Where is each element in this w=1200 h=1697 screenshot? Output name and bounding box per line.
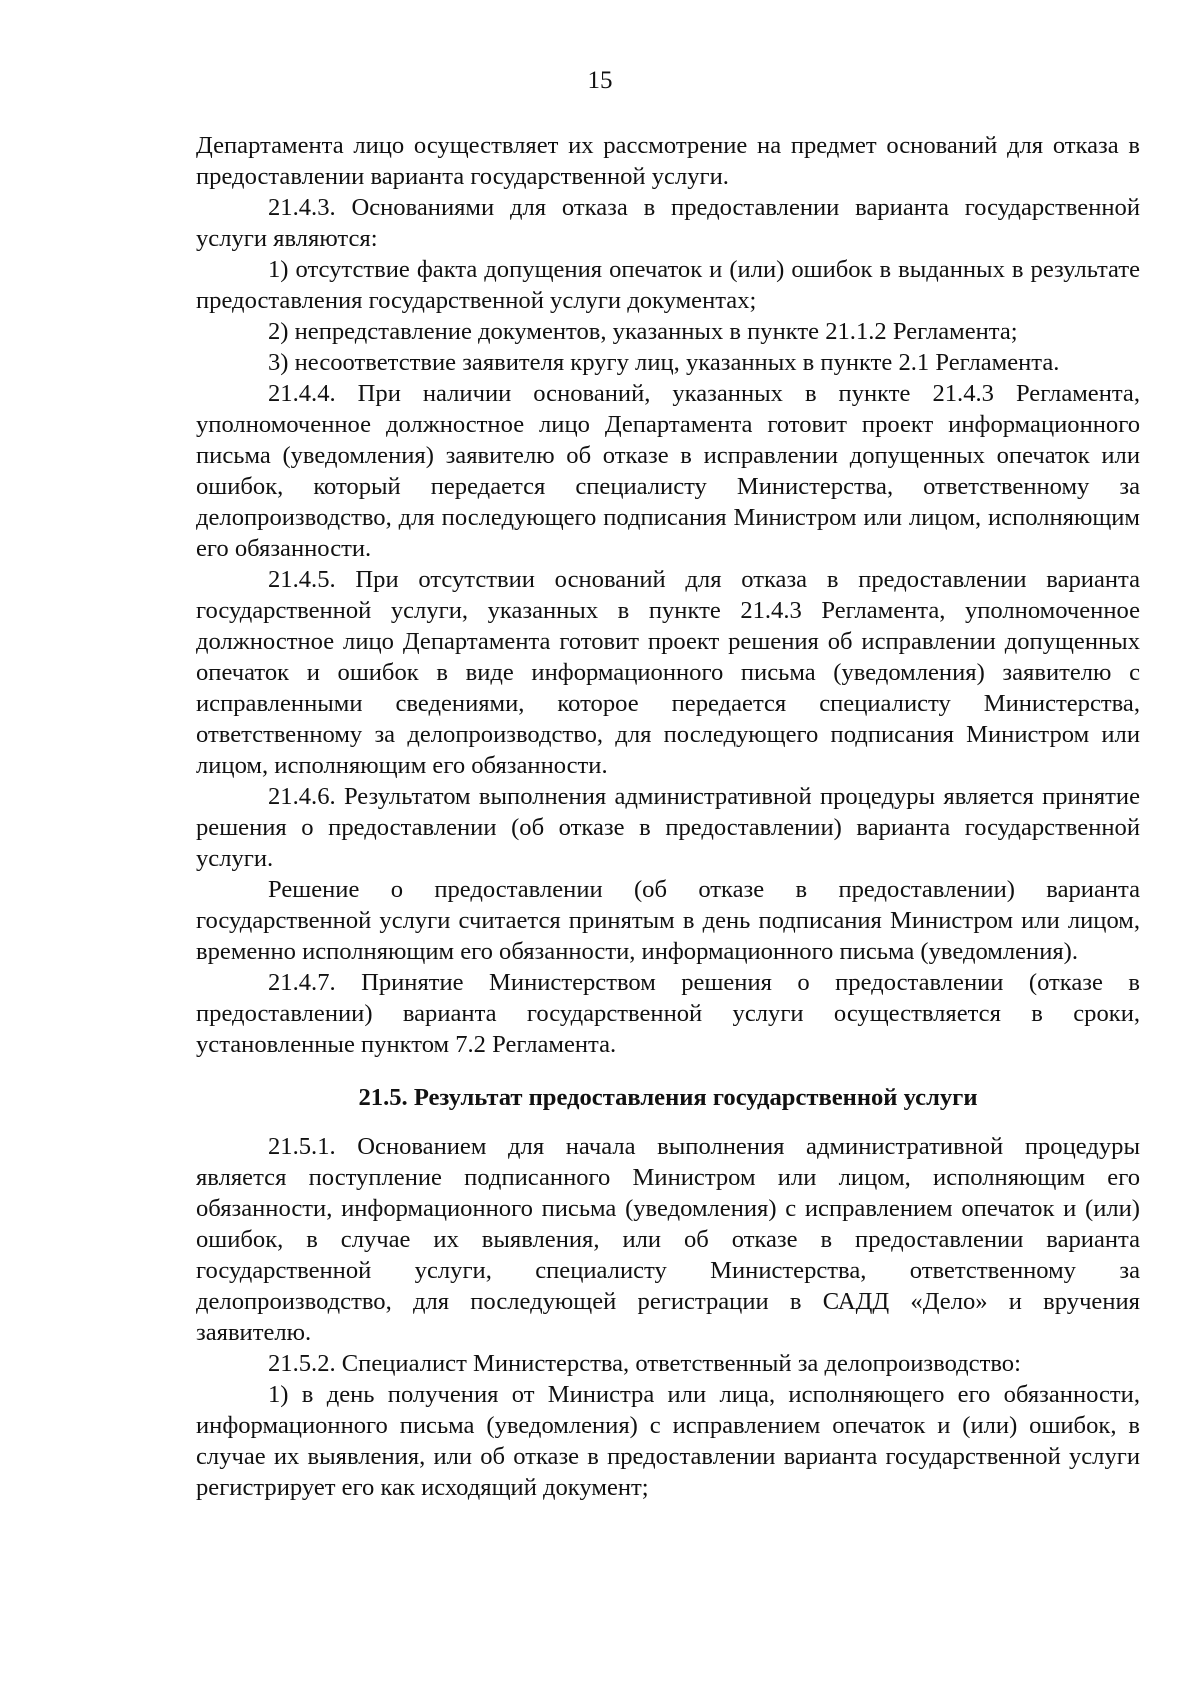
paragraph: 21.4.7. Принятие Министерством решения о предоставлении (отказе в предоставлении) варианта государственной услуги осуществляется в сроки, установленные пунктом 7.2 Регламента. bbox=[196, 969, 1140, 1058]
page-number: 15 bbox=[587, 67, 613, 94]
list-item: 1) отсутствие факта допущения опечаток и (или) ошибок в выданных в результате предоставления государственной услуги документах; bbox=[196, 256, 1140, 314]
list-item: 3) несоответствие заявителя кругу лиц, указанных в пункте 2.1 Регламента. bbox=[268, 349, 1060, 376]
paragraph: 21.5.1. Основанием для начала выполнения административной процедуры является поступление подписанного Министром или лицом, исполняющим его обязанности, информационного письма (уведомления) с исправлением опечаток и (или) ошибок, в случае их выявления, или об отказе в предоставлении варианта государственной услуги, специалисту Министерства, ответственному за делопроизводство, для последующей регистрации в САДД «Дело» и вручения заявителю. bbox=[196, 1133, 1140, 1346]
list-item: 2) непредставление документов, указанных в пункте 21.1.2 Регламента; bbox=[268, 318, 1018, 345]
paragraph: 21.5.2. Специалист Министерства, ответственный за делопроизводство: bbox=[268, 1350, 1021, 1377]
paragraph: Решение о предоставлении (об отказе в предоставлении) варианта государственной услуги считается принятым в день подписания Министром или лицом, временно исполняющим его обязанности, информационного письма (уведомления). bbox=[196, 876, 1140, 965]
paragraph: 21.4.5. При отсутствии оснований для отказа в предоставлении варианта государственной услуги, указанных в пункте 21.4.3 Регламента, уполномоченное должностное лицо Департамента готовит проект решения об исправлении допущенных опечаток и ошибок в виде информационного письма (уведомления) заявителю с исправленными сведениями, которое передается специалисту Министерства, ответственному за делопроизводство, для последующего подписания Министром или лицом, исполняющим его обязанности. bbox=[196, 566, 1140, 779]
paragraph: 21.4.3. Основаниями для отказа в предоставлении варианта государственной услуги являются: bbox=[196, 194, 1140, 252]
paragraph: Департамента лицо осуществляет их рассмотрение на предмет оснований для отказа в предоставлении варианта государственной услуги. bbox=[196, 132, 1140, 190]
document-body bbox=[196, 130, 1140, 1503]
paragraph: 21.4.4. При наличии оснований, указанных в пункте 21.4.3 Регламента, уполномоченное должностное лицо Департамента готовит проект информационного письма (уведомления) заявителю об отказе в исправлении допущенных опечаток или ошибок, который передается специалисту Министерства, ответственному за делопроизводство, для последующего подписания Министром или лицом, исполняющим его обязанности. bbox=[196, 380, 1140, 562]
paragraph: 21.4.6. Результатом выполнения административной процедуры является принятие решения о предоставлении (об отказе в предоставлении) варианта государственной услуги. bbox=[196, 783, 1140, 872]
section-heading: 21.5. Результат предоставления государственной услуги bbox=[358, 1084, 978, 1111]
list-item: 1) в день получения от Министра или лица, исполняющего его обязанности, информационного письма (уведомления) с исправлением опечаток и (или) ошибок, в случае их выявления, или об отказе в предоставлении варианта государственной услуги регистрирует его как исходящий документ; bbox=[196, 1381, 1140, 1501]
